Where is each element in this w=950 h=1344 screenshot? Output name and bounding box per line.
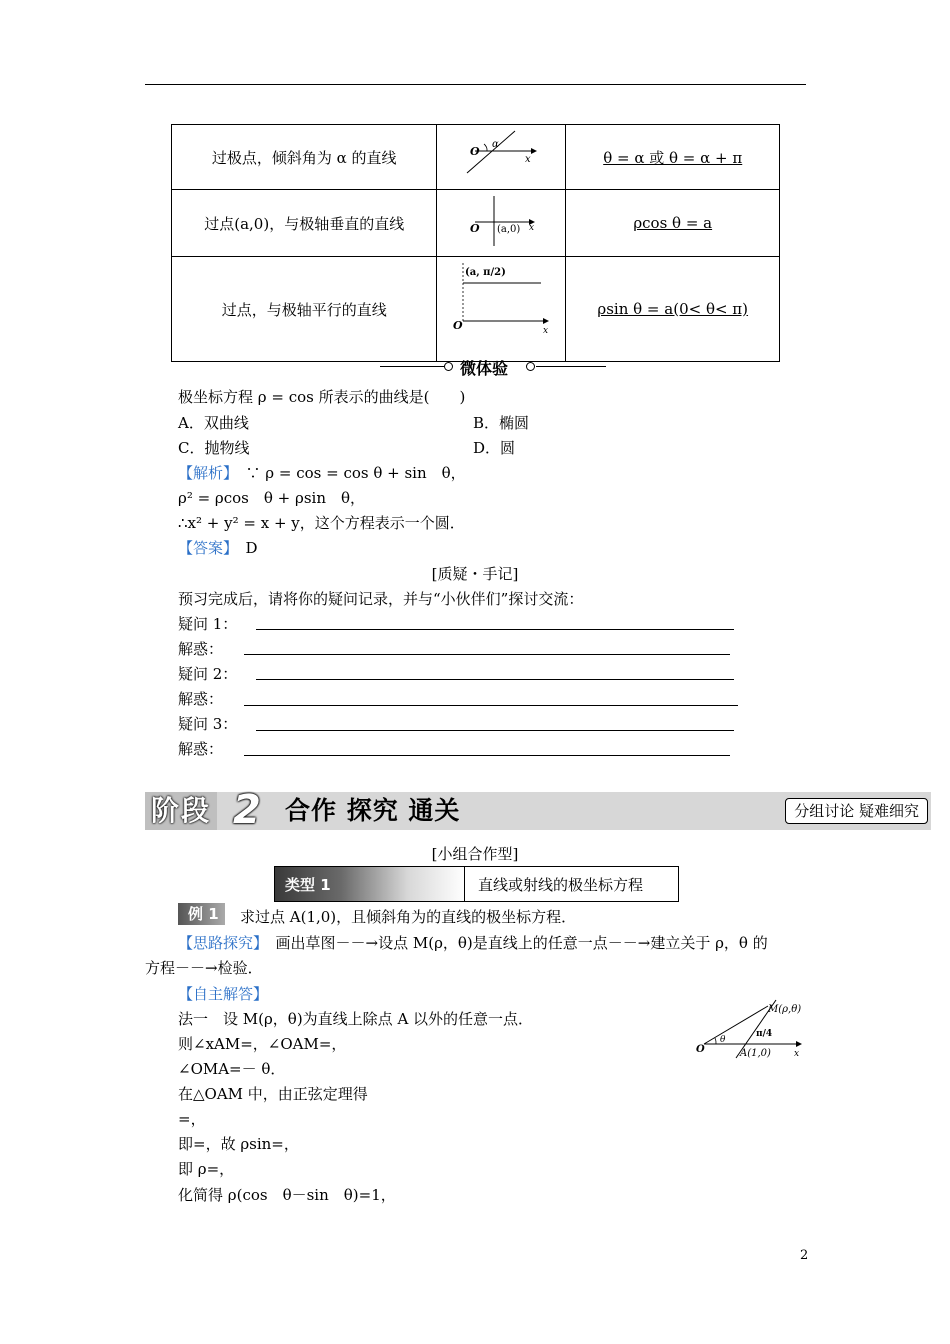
group-title: [小组合作型]	[431, 845, 519, 863]
row-equation: ρsin θ = a(0< θ< π)	[566, 257, 780, 362]
polar-equation-table	[171, 124, 780, 362]
option-c: C．抛物线	[178, 439, 250, 457]
solution-line-8: 化简得 ρ(cos θ－sin θ)=1，	[178, 1186, 396, 1204]
origin-label: O	[453, 319, 464, 332]
example-text: 求过点 A(1,0)，且倾斜角为的直线的极坐标方程．	[240, 908, 577, 926]
answer-2-label: 解惑：	[178, 690, 224, 708]
parallel-line-figure	[437, 257, 565, 357]
pi-over-4-label: π/4	[756, 1029, 773, 1039]
type-name: 直线或射线的极坐标方程	[478, 876, 644, 894]
micro-question: 极坐标方程 ρ = cos 所表示的曲线是( )	[178, 388, 466, 406]
solution-line-5: =，	[178, 1110, 206, 1128]
row-description: 过极点，倾斜角为 α 的直线	[172, 125, 437, 190]
point-label: (a, π/2)	[465, 267, 507, 278]
answer-line: 【答案】 D	[178, 539, 258, 557]
row-description: 过点，与极轴平行的直线	[172, 257, 437, 362]
point-m-label: M(ρ,θ)	[768, 1004, 802, 1015]
solution-line-7: 即 ρ=，	[178, 1160, 235, 1178]
question-2-blank[interactable]	[256, 679, 734, 680]
question-2-label: 疑问 2：	[178, 665, 238, 683]
x-axis-label: x	[794, 1049, 800, 1059]
idea-label: 【思路探究】	[178, 934, 261, 952]
micro-title: 微体验	[460, 359, 509, 378]
row-figure	[437, 125, 566, 190]
answer-1-label: 解惑：	[178, 640, 224, 658]
origin-label: O	[696, 1044, 705, 1055]
perpendicular-line-figure	[437, 190, 565, 252]
solution-line-1: 法一 设 M(ρ，θ)为直线上除点 A 以外的任意一点．	[178, 1010, 534, 1028]
micro-heading	[380, 356, 610, 378]
stage-label: 阶段	[145, 792, 217, 830]
analysis-line-3: ∴x² + y² = x + y，这个方程表示一个圆．	[178, 514, 465, 532]
notes-title: [质疑・手记]	[431, 565, 519, 583]
row-figure	[437, 257, 566, 362]
idea-line-2: 方程－－→检验．	[145, 959, 263, 977]
answer-3-label: 解惑：	[178, 740, 224, 758]
solution-line-2: 则∠xAM=，∠OAM=，	[178, 1035, 347, 1053]
analysis-line-1: 【解析】 ∵ ρ = cos = cos θ + sin θ，	[178, 464, 466, 482]
analysis-label: 【解析】	[178, 464, 231, 482]
solution-line-6: 即=，故 ρsin=，	[178, 1135, 299, 1153]
option-d: D．圆	[473, 439, 516, 457]
option-a: A．双曲线	[178, 414, 249, 432]
origin-label: O	[470, 145, 481, 158]
example-tag: 例 1	[178, 903, 225, 925]
x-axis-label: x	[525, 154, 532, 165]
row-equation: θ = α 或 θ = α + π	[566, 125, 780, 190]
row-description: 过点(a,0)，与极轴垂直的直线	[172, 190, 437, 257]
question-3-blank[interactable]	[256, 730, 734, 731]
x-axis-label: x	[529, 223, 535, 233]
page-number: 2	[800, 1248, 809, 1263]
answer-2-blank[interactable]	[244, 705, 738, 706]
stage-number: 2	[233, 787, 261, 833]
line-through-pole-figure	[437, 125, 565, 185]
stage-tag: 分组讨论 疑难细究	[785, 798, 928, 824]
point-label: (a,0)	[497, 224, 521, 235]
analysis-line-2: ρ² = ρcos θ + ρsin θ，	[178, 489, 366, 507]
row-equation: ρcos θ = a	[566, 190, 780, 257]
type-label-box	[275, 867, 465, 901]
row-figure	[437, 190, 566, 257]
theta-label: θ	[720, 1035, 726, 1045]
answer-label: 【答案】	[178, 539, 231, 557]
answer-1-blank[interactable]	[244, 654, 730, 655]
stage-banner	[145, 787, 931, 833]
table-row	[172, 125, 780, 190]
point-a-label: A(1,0)	[740, 1048, 771, 1059]
idea-line: 【思路探究】 画出草图－－→设点 M(ρ，θ)是直线上的任意一点－－→建立关于 ρ，θ 的	[178, 934, 768, 952]
stage-title: 合作 探究 通关	[285, 796, 461, 825]
solution-line-3: ∠OMA=－ θ．	[178, 1060, 286, 1078]
notes-intro: 预习完成后，请将你的疑问记录，并与“小伙伴们”探讨交流：	[178, 590, 584, 608]
type-box	[274, 866, 679, 902]
option-b: B．椭圆	[473, 414, 530, 432]
solution-line-4: 在△OAM 中，由正弦定理得	[178, 1085, 368, 1103]
table-row	[172, 190, 780, 257]
type-label: 类型 1	[285, 876, 331, 894]
question-1-label: 疑问 1：	[178, 615, 238, 633]
question-3-label: 疑问 3：	[178, 715, 238, 733]
x-axis-label: x	[543, 326, 549, 336]
alpha-label: α	[492, 139, 500, 150]
question-1-blank[interactable]	[256, 629, 734, 630]
table-row	[172, 257, 780, 362]
origin-label: O	[470, 222, 481, 235]
answer-3-blank[interactable]	[244, 755, 730, 756]
self-solve-label: 【自主解答】	[178, 985, 269, 1003]
header-rule	[145, 84, 806, 85]
example-figure	[690, 996, 810, 1066]
